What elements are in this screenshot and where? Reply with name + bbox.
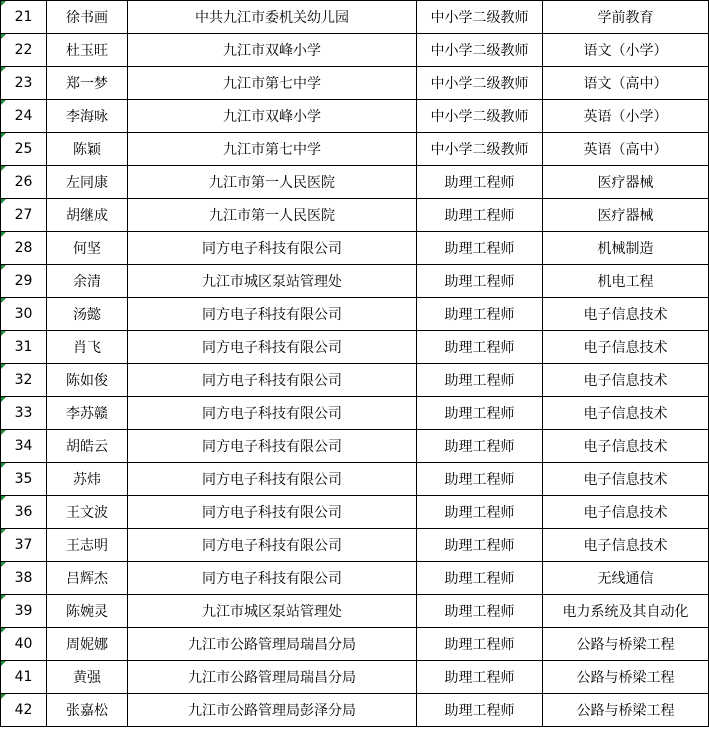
table-row — [1, 628, 709, 661]
cell-number[interactable]: 30 — [1, 298, 47, 331]
cell-major[interactable]: 电力系统及其自动化 — [543, 595, 709, 628]
cell-unit[interactable]: 同方电子科技有限公司 — [128, 331, 417, 364]
cell-unit[interactable]: 同方电子科技有限公司 — [128, 430, 417, 463]
cell-title[interactable]: 中小学二级教师 — [417, 100, 543, 133]
cell-major[interactable]: 医疗器械 — [543, 199, 709, 232]
cell-name[interactable]: 徐书画 — [47, 1, 128, 34]
table-row — [1, 166, 709, 199]
table-row — [1, 694, 709, 727]
cell-unit[interactable]: 同方电子科技有限公司 — [128, 562, 417, 595]
cell-unit[interactable]: 九江市双峰小学 — [128, 100, 417, 133]
cell-major[interactable]: 英语（小学） — [543, 100, 709, 133]
cell-unit[interactable]: 同方电子科技有限公司 — [128, 529, 417, 562]
cell-name[interactable]: 陈如俊 — [47, 364, 128, 397]
cell-unit[interactable]: 九江市第七中学 — [128, 67, 417, 100]
cell-name[interactable]: 苏炜 — [47, 463, 128, 496]
cell-unit[interactable]: 九江市第一人民医院 — [128, 166, 417, 199]
cell-name[interactable]: 王文波 — [47, 496, 128, 529]
cell-major[interactable]: 学前教育 — [543, 1, 709, 34]
cell-unit[interactable]: 中共九江市委机关幼儿园 — [128, 1, 417, 34]
cell-name[interactable]: 陈颖 — [47, 133, 128, 166]
cell-number[interactable]: 34 — [1, 430, 47, 463]
cell-unit[interactable]: 同方电子科技有限公司 — [128, 298, 417, 331]
cell-number[interactable]: 21 — [1, 1, 47, 34]
cell-title[interactable]: 助理工程师 — [417, 496, 543, 529]
cell-major[interactable]: 公路与桥梁工程 — [543, 694, 709, 727]
cell-number[interactable]: 41 — [1, 661, 47, 694]
cell-name[interactable]: 陈婉灵 — [47, 595, 128, 628]
cell-number[interactable]: 39 — [1, 595, 47, 628]
cell-name[interactable]: 肖飞 — [47, 331, 128, 364]
cell-name[interactable]: 胡皓云 — [47, 430, 128, 463]
cell-unit[interactable]: 九江市公路管理局瑞昌分局 — [128, 661, 417, 694]
cell-number[interactable]: 22 — [1, 34, 47, 67]
cell-title[interactable]: 助理工程师 — [417, 430, 543, 463]
table-row — [1, 1, 709, 34]
cell-number[interactable]: 25 — [1, 133, 47, 166]
cell-name[interactable]: 左同康 — [47, 166, 128, 199]
cell-number[interactable]: 32 — [1, 364, 47, 397]
cell-number[interactable]: 24 — [1, 100, 47, 133]
table-row — [1, 331, 709, 364]
cell-name[interactable]: 李苏赣 — [47, 397, 128, 430]
cell-name[interactable]: 胡继成 — [47, 199, 128, 232]
cell-unit[interactable]: 九江市城区泵站管理处 — [128, 595, 417, 628]
cell-title[interactable]: 助理工程师 — [417, 397, 543, 430]
cell-unit[interactable]: 九江市公路管理局瑞昌分局 — [128, 628, 417, 661]
cell-title[interactable]: 助理工程师 — [417, 232, 543, 265]
cell-title[interactable]: 助理工程师 — [417, 265, 543, 298]
table-row — [1, 364, 709, 397]
table-row — [1, 67, 709, 100]
cell-unit[interactable]: 同方电子科技有限公司 — [128, 364, 417, 397]
cell-unit[interactable]: 同方电子科技有限公司 — [128, 463, 417, 496]
cell-name[interactable]: 李海咏 — [47, 100, 128, 133]
cell-number[interactable]: 23 — [1, 67, 47, 100]
cell-unit[interactable]: 九江市城区泵站管理处 — [128, 265, 417, 298]
cell-title[interactable]: 助理工程师 — [417, 166, 543, 199]
cell-title[interactable]: 助理工程师 — [417, 331, 543, 364]
cell-name[interactable]: 张嘉松 — [47, 694, 128, 727]
cell-number[interactable]: 31 — [1, 331, 47, 364]
table-row — [1, 100, 709, 133]
table-row — [1, 265, 709, 298]
cell-major[interactable]: 电子信息技术 — [543, 496, 709, 529]
cell-number[interactable]: 27 — [1, 199, 47, 232]
cell-name[interactable]: 吕辉杰 — [47, 562, 128, 595]
table-row — [1, 34, 709, 67]
cell-title[interactable]: 助理工程师 — [417, 595, 543, 628]
table-row — [1, 463, 709, 496]
table-row — [1, 661, 709, 694]
table-row — [1, 133, 709, 166]
cell-title[interactable]: 中小学二级教师 — [417, 34, 543, 67]
cell-unit[interactable]: 同方电子科技有限公司 — [128, 232, 417, 265]
cell-name[interactable]: 王志明 — [47, 529, 128, 562]
cell-title[interactable]: 助理工程师 — [417, 562, 543, 595]
table-row — [1, 397, 709, 430]
cell-title[interactable]: 助理工程师 — [417, 463, 543, 496]
cell-major[interactable]: 电子信息技术 — [543, 463, 709, 496]
cell-title[interactable]: 助理工程师 — [417, 661, 543, 694]
cell-number[interactable]: 36 — [1, 496, 47, 529]
cell-name[interactable]: 余清 — [47, 265, 128, 298]
cell-unit[interactable]: 九江市双峰小学 — [128, 34, 417, 67]
cell-major[interactable]: 电子信息技术 — [543, 298, 709, 331]
table-row — [1, 562, 709, 595]
cell-number[interactable]: 38 — [1, 562, 47, 595]
cell-major[interactable]: 电子信息技术 — [543, 529, 709, 562]
cell-number[interactable]: 28 — [1, 232, 47, 265]
cell-title[interactable]: 助理工程师 — [417, 364, 543, 397]
cell-unit[interactable]: 九江市第一人民医院 — [128, 199, 417, 232]
cell-title[interactable]: 助理工程师 — [417, 694, 543, 727]
cell-name[interactable]: 汤懿 — [47, 298, 128, 331]
cell-title[interactable]: 助理工程师 — [417, 298, 543, 331]
table-row — [1, 496, 709, 529]
table-row — [1, 298, 709, 331]
cell-major[interactable]: 电子信息技术 — [543, 430, 709, 463]
cell-number[interactable]: 40 — [1, 628, 47, 661]
cell-number[interactable]: 37 — [1, 529, 47, 562]
cell-major[interactable]: 医疗器械 — [543, 166, 709, 199]
table-row — [1, 595, 709, 628]
cell-number[interactable]: 26 — [1, 166, 47, 199]
cell-major[interactable]: 电子信息技术 — [543, 364, 709, 397]
cell-unit[interactable]: 九江市第七中学 — [128, 133, 417, 166]
cell-number[interactable]: 35 — [1, 463, 47, 496]
cell-major[interactable]: 机电工程 — [543, 265, 709, 298]
cell-title[interactable]: 助理工程师 — [417, 529, 543, 562]
cell-major[interactable]: 电子信息技术 — [543, 331, 709, 364]
cell-major[interactable]: 机械制造 — [543, 232, 709, 265]
cell-major[interactable]: 公路与桥梁工程 — [543, 628, 709, 661]
table-row — [1, 232, 709, 265]
table-row — [1, 529, 709, 562]
cell-name[interactable]: 郑一梦 — [47, 67, 128, 100]
cell-major[interactable]: 语文（高中） — [543, 67, 709, 100]
cell-number[interactable]: 29 — [1, 265, 47, 298]
cell-number[interactable]: 42 — [1, 694, 47, 727]
cell-major[interactable]: 公路与桥梁工程 — [543, 661, 709, 694]
cell-major[interactable]: 英语（高中） — [543, 133, 709, 166]
cell-name[interactable]: 何坚 — [47, 232, 128, 265]
cell-title[interactable]: 中小学二级教师 — [417, 1, 543, 34]
cell-name[interactable]: 黄强 — [47, 661, 128, 694]
cell-major[interactable]: 电子信息技术 — [543, 397, 709, 430]
cell-title[interactable]: 中小学二级教师 — [417, 133, 543, 166]
cell-title[interactable]: 助理工程师 — [417, 628, 543, 661]
cell-name[interactable]: 杜玉旺 — [47, 34, 128, 67]
cell-major[interactable]: 语文（小学） — [543, 34, 709, 67]
cell-title[interactable]: 中小学二级教师 — [417, 67, 543, 100]
cell-unit[interactable]: 同方电子科技有限公司 — [128, 397, 417, 430]
cell-unit[interactable]: 同方电子科技有限公司 — [128, 496, 417, 529]
table-body — [1, 1, 709, 727]
cell-title[interactable]: 助理工程师 — [417, 199, 543, 232]
table-row — [1, 199, 709, 232]
table-row — [1, 430, 709, 463]
cell-unit[interactable]: 九江市公路管理局彭泽分局 — [128, 694, 417, 727]
cell-name[interactable]: 周妮娜 — [47, 628, 128, 661]
cell-number[interactable]: 33 — [1, 397, 47, 430]
cell-major[interactable]: 无线通信 — [543, 562, 709, 595]
